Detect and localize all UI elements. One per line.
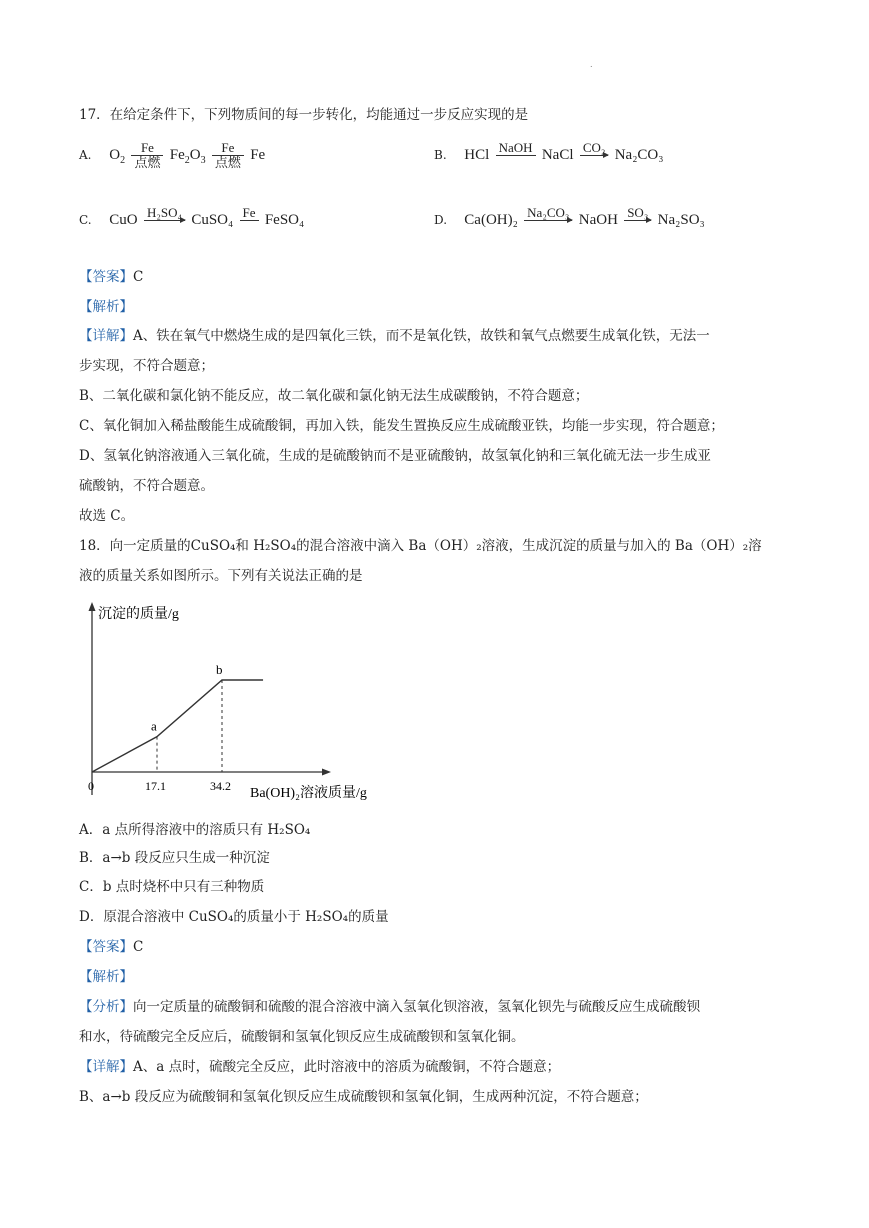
q18-analysis-label: 【解析】	[79, 969, 133, 985]
formula-start: $O_2$	[109, 147, 126, 166]
q18-option-b: B．a→b 段反应只生成一种沉淀	[79, 850, 270, 866]
q18-analysis-line: 【分析】向一定质量的硫酸铜和硫酸的混合溶液中滴入氢氧化钡溶液，氢氧化钡先与硫酸反应生成硫酸钡	[79, 999, 700, 1015]
formula-product: FeSO₄	[264, 212, 305, 228]
y-axis-label: 沉淀的质量/g	[98, 607, 179, 622]
option-letter: D.	[434, 213, 448, 227]
q18-option-d: D．原混合溶液中 CuSO₄的质量小于 H₂SO₄的质量	[79, 909, 389, 925]
formula-product: CuSO₄	[191, 212, 234, 228]
option-letter: A.	[79, 148, 92, 162]
q17-conclusion: 故选 C。	[79, 508, 135, 524]
reaction-arrow: SO₃	[624, 205, 651, 236]
header-dot: .	[590, 60, 593, 69]
option-letter: C.	[79, 213, 92, 227]
q17-detail-line: B、二氧化碳和氯化钠不能反应，故二氧化碳和氯化钠无法生成碳酸钠，不符合题意；	[79, 388, 589, 404]
reaction-arrow: CO₂	[580, 140, 609, 171]
q17-option-d	[434, 205, 705, 236]
point-label-b: b	[216, 662, 223, 677]
formula-product: NaCl	[541, 147, 574, 163]
q18-option-a: A．a 点所得溶液中的溶质只有 H₂SO₄	[79, 822, 311, 838]
y-axis-arrow	[89, 602, 96, 611]
formula-start: HCl	[464, 147, 490, 163]
q18-detail-line: 【详解】A、a 点时，硫酸完全反应，此时溶液中的溶质为硫酸铜，不符合题意；	[79, 1059, 561, 1075]
x-axis-label: Ba(OH)₂溶液质量/g	[250, 786, 367, 801]
q17-option-c	[79, 205, 304, 236]
formula-start: CuO	[109, 212, 138, 228]
formula-product: NaOH	[578, 212, 618, 228]
x-tick-label: 17.1	[145, 779, 166, 793]
series-line	[92, 680, 263, 772]
formula-product: Fe	[250, 147, 266, 163]
formula-product: Na₂CO₃	[614, 147, 664, 163]
q18-analysis-line: 和水，待硫酸完全反应后，硫酸铜和氢氧化钡反应生成硫酸钡和氢氧化铜。	[79, 1029, 525, 1045]
reaction-arrow: Fe 点燃	[212, 140, 244, 171]
option-letter: B.	[434, 148, 447, 162]
q18-detail-line: B、a→b 段反应为硫酸铜和氢氧化钡反应生成硫酸钡和氢氧化铜，生成两种沉淀，不符合题意；	[79, 1089, 648, 1105]
q18-stem: 液的质量关系如图所示。下列有关说法正确的是	[79, 568, 363, 584]
x-axis-arrow	[322, 769, 331, 776]
q17-detail-line: 【详解】A、铁在氧气中燃烧生成的是四氧化三铁，而不是氧化铁，故铁和氧气点燃要生成氧化铁，无法一	[79, 328, 710, 344]
q17-option-a	[79, 140, 265, 171]
q17-option-b	[434, 140, 664, 171]
x-tick-label: 34.2	[210, 779, 231, 793]
precipitate-chart	[84, 600, 394, 805]
q17-answer: 【答案】C	[79, 269, 144, 285]
q18-answer: 【答案】C	[79, 939, 144, 955]
q17-detail-line: 硫酸钠，不符合题意。	[79, 478, 214, 494]
reaction-arrow: Na₂CO₃	[524, 205, 572, 236]
reaction-arrow: NaOH	[496, 140, 536, 171]
formula-start: Ca(OH)₂	[464, 212, 518, 228]
reaction-arrow: H₂SO₄	[144, 205, 185, 236]
q17-analysis-label: 【解析】	[79, 299, 133, 315]
origin-label: 0	[88, 779, 94, 793]
q17-detail-line: D、氢氧化钠溶液通入三氧化硫，生成的是硫酸钠而不是亚硫酸钠，故氢氧化钠和三氧化硫无法一步生成亚	[79, 448, 711, 464]
q17-stem: 17．在给定条件下，下列物质间的每一步转化，均能通过一步反应实现的是	[79, 107, 529, 123]
reaction-arrow: Fe	[240, 205, 259, 236]
q18-stem: 18．向一定质量的CuSO₄和 H₂SO₄的混合溶液中滴入 Ba（OH）₂溶液，生成沉淀的质量与加入的 Ba（OH）₂溶	[79, 538, 762, 554]
q17-detail-line: C、氧化铜加入稀盐酸能生成硫酸铜，再加入铁，能发生置换反应生成硫酸亚铁，均能一步实现，符合题意；	[79, 418, 724, 434]
q17-detail-line: 步实现，不符合题意；	[79, 358, 214, 374]
reaction-arrow: Fe 点燃	[131, 140, 163, 171]
formula-product: Na₂SO₃	[657, 212, 705, 228]
point-label-a: a	[151, 718, 157, 734]
q18-option-c: C．b 点时烧杯中只有三种物质	[79, 879, 265, 895]
formula-product: $Fe_2O_3$	[169, 147, 206, 166]
